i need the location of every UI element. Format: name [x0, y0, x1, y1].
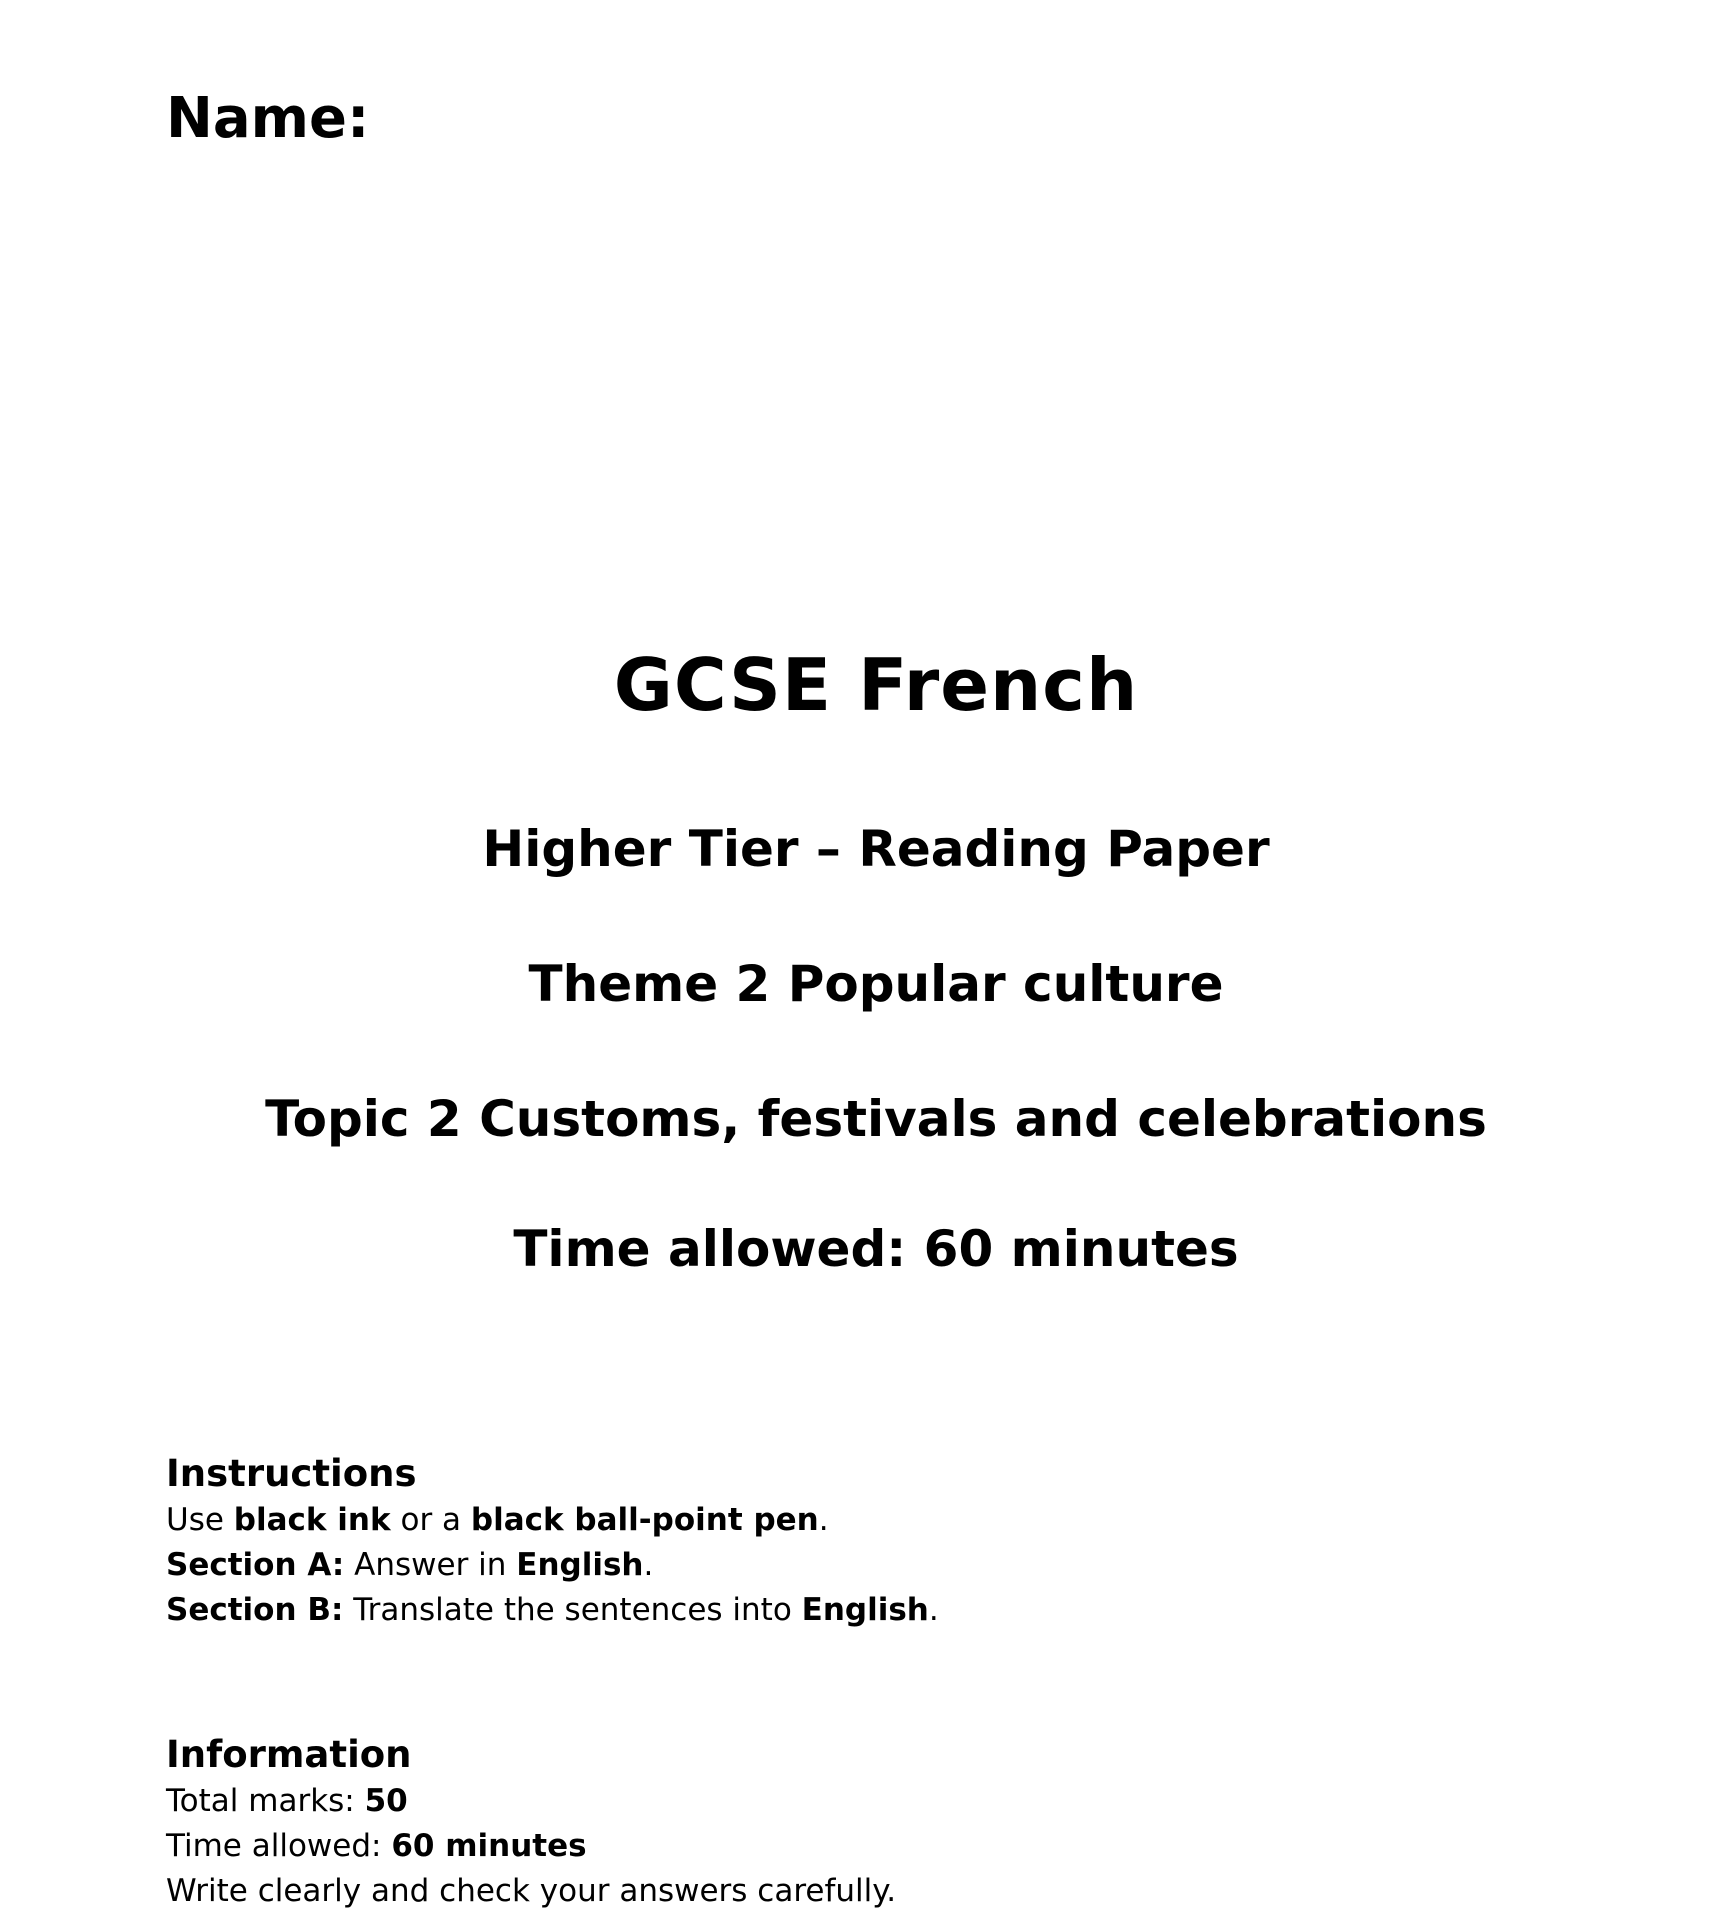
section-b-label: Section B:	[166, 1592, 344, 1628]
section-a-text: .	[643, 1547, 654, 1583]
instruction-ink-bold: black ball-point pen	[470, 1502, 819, 1538]
section-b-text: .	[928, 1592, 939, 1628]
info-write-clearly	[166, 1869, 1566, 1914]
total-marks-value: 50	[364, 1783, 408, 1819]
exam-tier: Higher Tier – Reading Paper	[482, 820, 1270, 878]
instruction-ink-text: .	[818, 1502, 829, 1538]
name-label: Name:	[166, 86, 370, 151]
instruction-section-a	[166, 1543, 1566, 1588]
instruction-ink-text: or a	[390, 1502, 471, 1538]
section-b-bold: English	[801, 1592, 929, 1628]
section-b-text: Translate the sentences into	[343, 1592, 802, 1628]
total-marks-label: Total marks:	[166, 1783, 365, 1819]
exam-time-allowed: Time allowed: 60 minutes	[513, 1220, 1239, 1278]
instruction-ink-text: Use	[166, 1502, 234, 1538]
write-clearly-text: Write clearly and check your answers carefully.	[166, 1873, 897, 1909]
exam-topic: Topic 2 Customs, festivals and celebrations	[265, 1090, 1487, 1148]
info-time-allowed	[166, 1824, 1566, 1869]
instruction-ink	[166, 1498, 1566, 1543]
information-section	[166, 1731, 1566, 1914]
info-total-marks	[166, 1779, 1566, 1824]
information-heading: Information	[166, 1733, 412, 1776]
instruction-section-b	[166, 1588, 1566, 1633]
section-a-bold: English	[516, 1547, 644, 1583]
instructions-section	[166, 1450, 1566, 1633]
section-a-label: Section A:	[166, 1547, 345, 1583]
exam-theme: Theme 2 Popular culture	[528, 955, 1224, 1013]
instruction-ink-bold: black ink	[233, 1502, 391, 1538]
section-a-text: Answer in	[344, 1547, 517, 1583]
exam-title: GCSE French	[613, 643, 1139, 727]
time-allowed-value: 60 minutes	[391, 1828, 587, 1864]
instructions-heading: Instructions	[166, 1452, 417, 1495]
time-allowed-label: Time allowed:	[166, 1828, 392, 1864]
